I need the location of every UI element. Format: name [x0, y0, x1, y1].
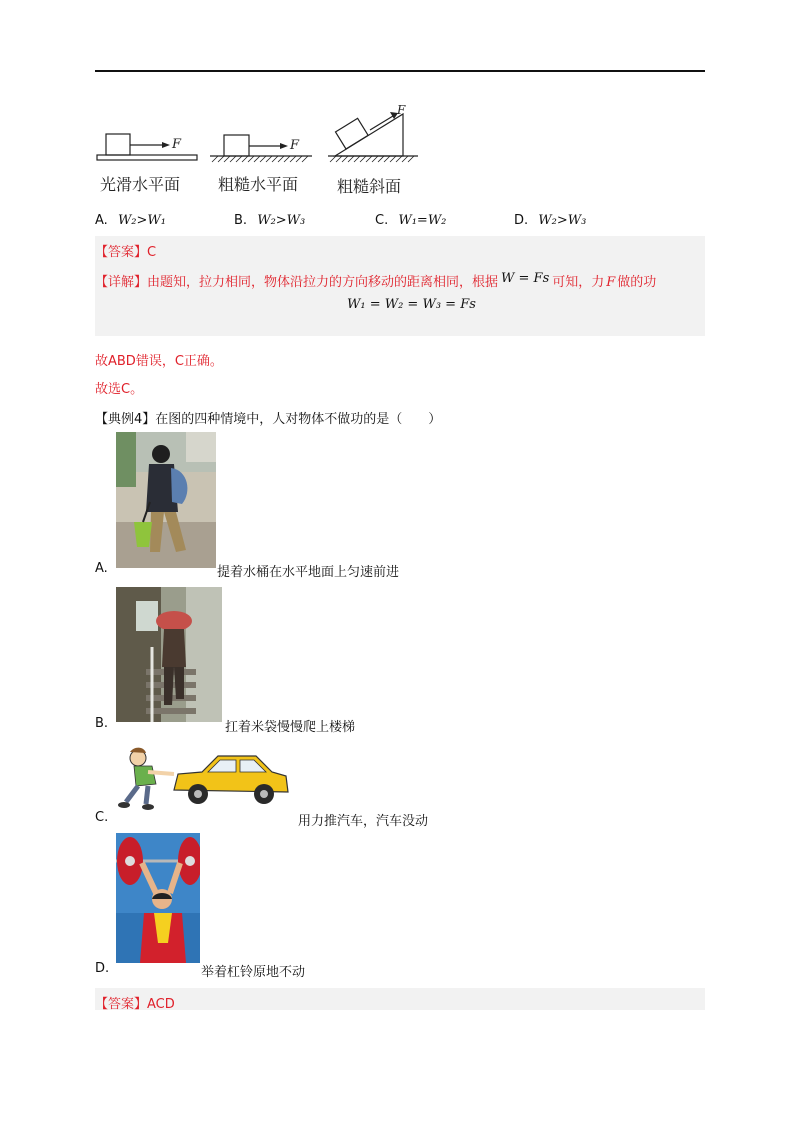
- option-text: W₂>W₃: [257, 213, 306, 228]
- q4-option-b-letter[interactable]: B.: [95, 716, 109, 731]
- caption-smooth: 光滑水平面: [100, 175, 181, 194]
- q3-detail: [95, 271, 656, 290]
- q4-option-a-letter[interactable]: A.: [95, 561, 108, 576]
- q4-option-d-letter[interactable]: D.: [95, 961, 110, 976]
- detail-text-3: 做的功: [617, 275, 657, 290]
- detail-text-2: 可知，力: [552, 275, 605, 290]
- q4-option-c-letter[interactable]: C.: [95, 810, 109, 825]
- option-text: W₁=W₂: [398, 213, 447, 228]
- detail-prefix: 【详解】: [95, 275, 148, 290]
- q3-option-b[interactable]: [234, 213, 305, 228]
- top-rule: [95, 70, 705, 72]
- formula-block: W₁ = W₂ = W₃ = Fs: [347, 297, 476, 312]
- force-label-3: F: [397, 103, 406, 117]
- force-label-2: F: [290, 138, 300, 153]
- person-carrying-bucket-image: [116, 432, 216, 568]
- q4-option-c-text[interactable]: 用力推汽车，汽车没动: [298, 814, 429, 829]
- option-letter: A.: [95, 213, 108, 228]
- q3-answer: 【答案】C: [95, 245, 157, 260]
- q4-answer: 【答案】ACD: [95, 997, 175, 1012]
- option-letter: C.: [375, 213, 389, 228]
- caption-rough: 粗糙水平面: [218, 175, 299, 194]
- weightlifter-image: [116, 833, 200, 963]
- rough-surface-scene: [210, 135, 312, 162]
- q3-choice: 故选C。: [95, 382, 144, 397]
- rough-incline-scene: [328, 103, 418, 162]
- formula-inline: W = Fs: [501, 271, 550, 286]
- q3-conclusion: 故ABD错误，C正确。: [95, 354, 223, 369]
- force-italic: F: [606, 275, 616, 290]
- force-label-1: F: [172, 137, 182, 152]
- smooth-surface-scene: [97, 134, 197, 160]
- q4-option-b-text[interactable]: 扛着米袋慢慢爬上楼梯: [225, 720, 356, 735]
- option-text: W₂>W₁: [117, 213, 166, 228]
- boy-pushing-car-image: [116, 744, 296, 812]
- q4-option-a-text[interactable]: 提着水桶在水平地面上匀速前进: [217, 565, 400, 580]
- detail-text: 由题知，拉力相同，物体沿拉力的方向移动的距离相同，根据: [147, 275, 499, 290]
- q4-stem: 【典例4】在图的四种情境中，人对物体不做功的是（ ）: [95, 412, 442, 427]
- q4-answer-panel: [95, 988, 705, 1010]
- q3-option-c[interactable]: [375, 213, 446, 228]
- q4-option-d-text[interactable]: 举着杠铃原地不动: [201, 965, 306, 980]
- person-climbing-stairs-image: [116, 587, 222, 722]
- option-text: W₂>W₃: [538, 213, 587, 228]
- q3-option-a[interactable]: [95, 213, 166, 228]
- q3-option-d[interactable]: [514, 213, 586, 228]
- caption-incline: 粗糙斜面: [337, 177, 402, 196]
- option-letter: D.: [514, 213, 529, 228]
- option-letter: B.: [234, 213, 248, 228]
